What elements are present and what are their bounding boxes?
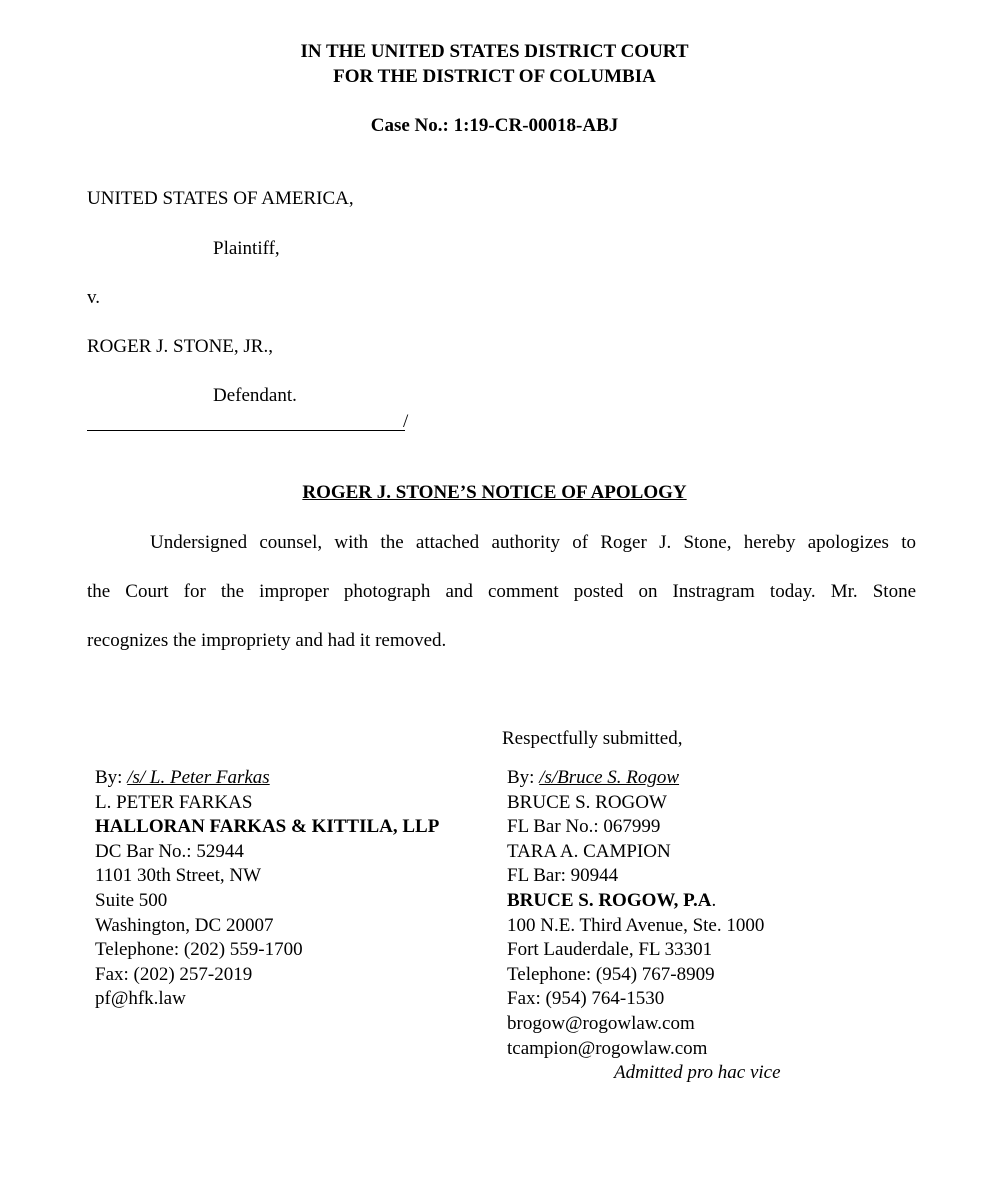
left-city: Washington, DC 20007	[95, 914, 274, 936]
right-address: 100 N.E. Third Avenue, Ste. 1000	[507, 914, 765, 936]
by-label: By:	[507, 767, 540, 788]
respectfully-submitted: Respectfully submitted,	[502, 728, 683, 749]
left-telephone: Telephone: (202) 559-1700	[95, 939, 303, 961]
left-email: pf@hfk.law	[95, 988, 186, 1010]
right-by-line	[507, 766, 781, 791]
notice-body-line2: the Court for the improper photograph and comment posted on Instragram today. Mr. Stone	[87, 581, 916, 602]
right-electronic-signature: /s/Bruce S. Rogow	[539, 767, 680, 788]
left-fax: Fax: (202) 257-2019	[95, 963, 253, 985]
notice-body-line3: recognizes the impropriety and had it removed.	[87, 630, 447, 651]
right-attorney-name2: TARA A. CAMPION	[507, 840, 671, 862]
left-address1: 1101 30th Street, NW	[95, 865, 262, 887]
left-address2: Suite 500	[95, 889, 168, 911]
left-bar-number: DC Bar No.: 52944	[95, 840, 244, 862]
right-bar-number: FL Bar No.: 067999	[507, 816, 661, 838]
right-telephone: Telephone: (954) 767-8909	[507, 963, 715, 985]
defendant-role: Defendant.	[213, 385, 297, 406]
right-firm-line	[507, 889, 781, 914]
right-email2: tcampion@rogowlaw.com	[507, 1037, 708, 1059]
right-fax: Fax: (954) 764-1530	[507, 988, 665, 1010]
caption-rule-slash: /	[403, 411, 409, 432]
admitted-pro-hac-vice: Admitted pro hac vice	[614, 1062, 781, 1084]
court-name-line1: IN THE UNITED STATES DISTRICT COURT	[300, 41, 689, 62]
left-by-line	[95, 766, 439, 791]
plaintiff-role: Plaintiff,	[213, 238, 280, 259]
right-firm-period: .	[711, 889, 717, 911]
right-signature-block	[507, 766, 781, 1086]
right-firm-name: BRUCE S. ROGOW, P.A	[507, 889, 712, 911]
left-attorney-name: L. PETER FARKAS	[95, 791, 253, 813]
notice-title: ROGER J. STONE’S NOTICE OF APOLOGY	[302, 482, 687, 503]
defendant-name: ROGER J. STONE, JR.,	[87, 336, 273, 357]
case-number: Case No.: 1:19-CR-00018-ABJ	[370, 115, 619, 136]
right-city: Fort Lauderdale, FL 33301	[507, 939, 713, 961]
court-name-line2: FOR THE DISTRICT OF COLUMBIA	[333, 66, 656, 87]
right-bar-number2: FL Bar: 90944	[507, 865, 619, 887]
left-firm-name: HALLORAN FARKAS & KITTILA, LLP	[95, 816, 440, 838]
plaintiff-name: UNITED STATES OF AMERICA,	[87, 188, 354, 209]
notice-body-line1: Undersigned counsel, with the attached authority of Roger J. Stone, hereby apologizes to	[150, 532, 916, 553]
right-email1: brogow@rogowlaw.com	[507, 1012, 695, 1034]
right-attorney-name: BRUCE S. ROGOW	[507, 791, 667, 813]
by-label: By:	[95, 767, 128, 788]
versus: v.	[87, 287, 101, 308]
left-electronic-signature: /s/ L. Peter Farkas	[127, 767, 270, 788]
caption-rule	[87, 430, 405, 431]
left-signature-block	[95, 766, 439, 1012]
